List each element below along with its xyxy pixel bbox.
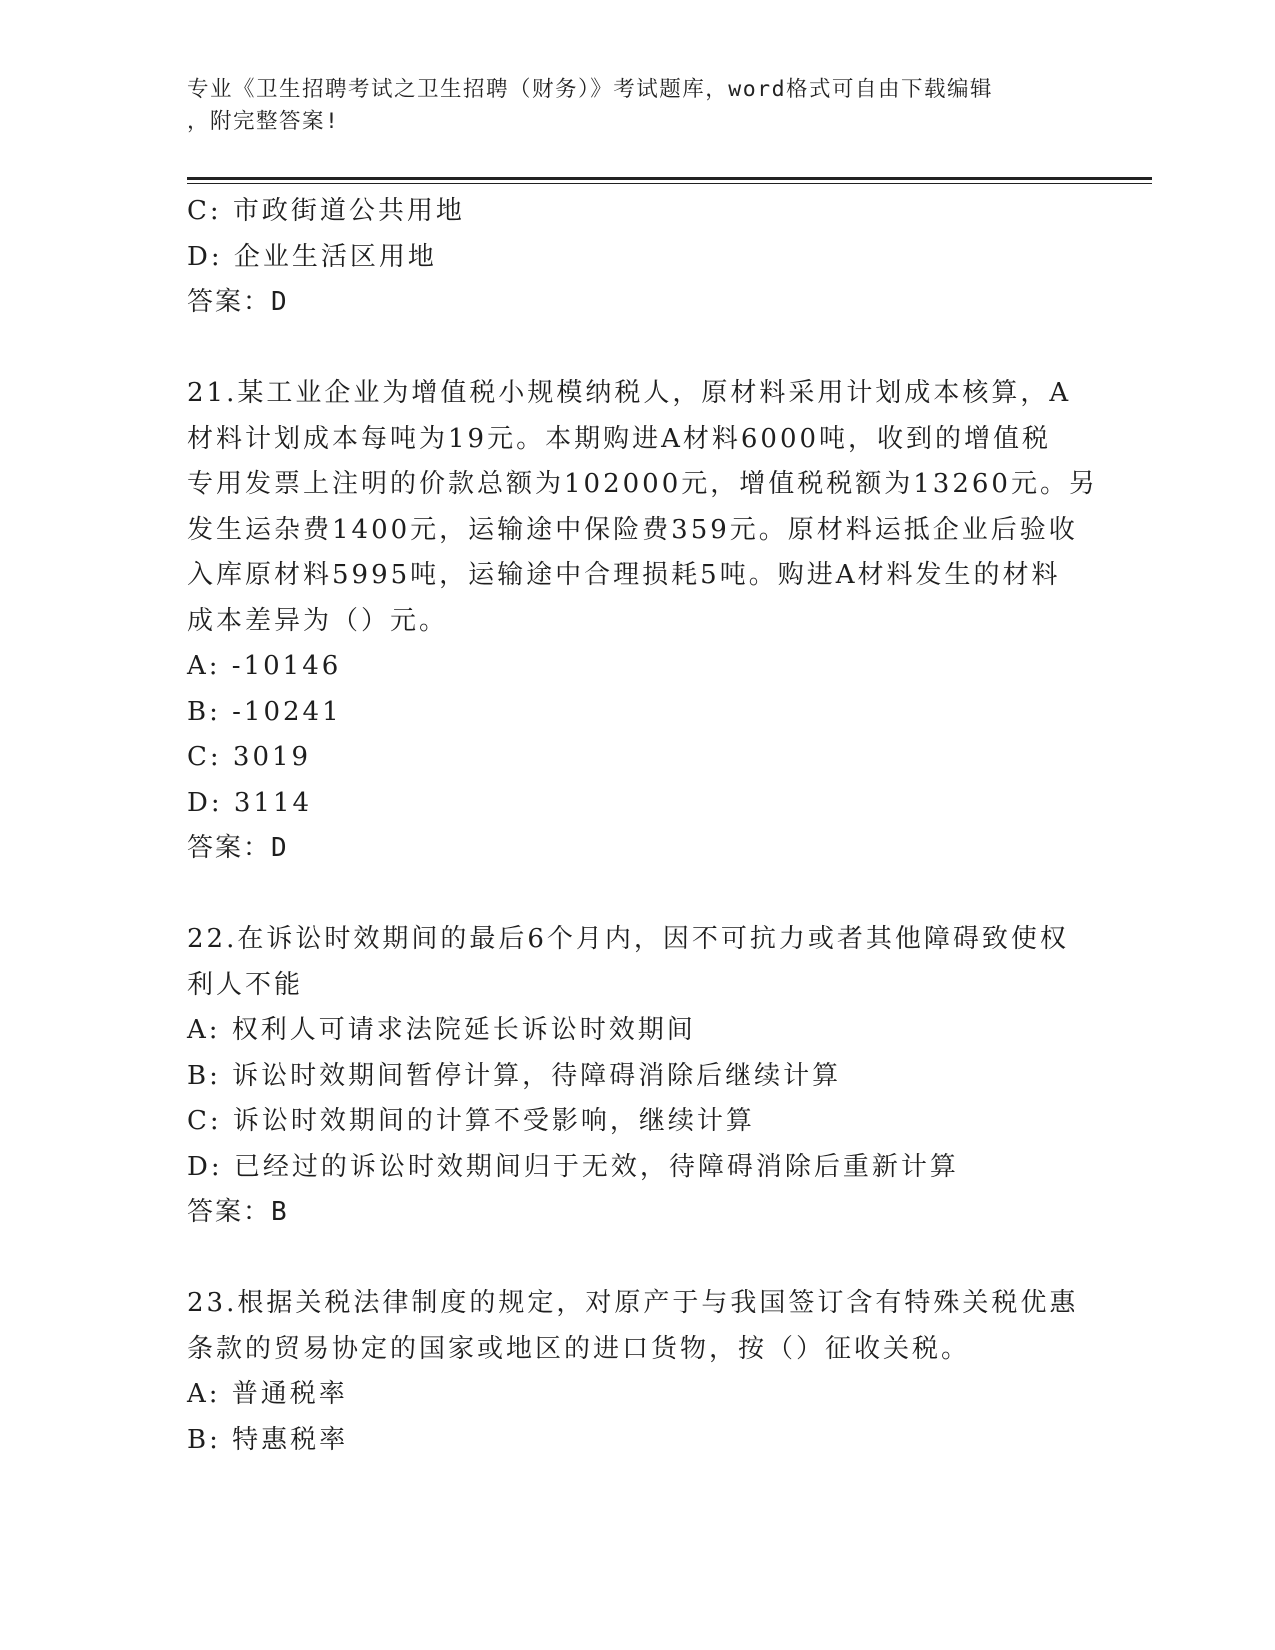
option-b: B: 特惠税率 — [187, 1424, 349, 1455]
option-b: B: -10241 — [187, 696, 342, 727]
option-c: C: 诉讼时效期间的计算不受影响，继续计算 — [187, 1106, 755, 1136]
question-text-line: 23.根据关税法律制度的规定，对原产于与我国签订含有特殊关税优惠 — [187, 1288, 1079, 1318]
option-b: B: 诉讼时效期间暂停计算，待障碍消除后继续计算 — [187, 1060, 842, 1091]
question-text-line: 发生运杂费1400元，运输途中保险费359元。原材料运抵企业后验收 — [187, 514, 1078, 545]
question-21 — [187, 371, 1098, 872]
answer-line — [187, 826, 1087, 872]
header-line-1: 专业《卫生招聘考试之卫生招聘（财务）》考试题库，word格式可自由下载编辑 — [187, 77, 994, 102]
question-text-line: 条款的贸易协定的国家或地区的进口货物，按（）征收关税。 — [187, 1333, 971, 1364]
option-d: D: 企业生活区用地 — [187, 241, 437, 272]
question-text-line: 入库原材料5995吨，运输途中合理损耗5吨。购进A材料发生的材料 — [187, 560, 1061, 590]
option-a: A: 普通税率 — [187, 1379, 348, 1409]
question-text-line: 材料计划成本每吨为19元。本期购进A材料6000吨，收到的增值税 — [187, 423, 1052, 454]
option-c: C: 市政街道公共用地 — [187, 196, 465, 226]
document-header — [187, 74, 1067, 138]
prev-question — [187, 189, 1087, 326]
header-line-2: ，附完整答案! — [187, 109, 340, 134]
spacer — [187, 872, 1087, 918]
answer-label: 答案： — [187, 1197, 272, 1227]
header-rule-thick — [187, 177, 1152, 180]
answer-label: 答案： — [187, 833, 272, 863]
question-text-line: 利人不能 — [187, 969, 304, 1000]
question-text-line: 22.在诉讼时效期间的最后6个月内，因不可抗力或者其他障碍致使权 — [187, 924, 1069, 954]
option-a: A: 权利人可请求法院延长诉讼时效期间 — [187, 1015, 696, 1045]
question-text-line: 成本差异为（）元。 — [187, 605, 449, 636]
question-22 — [187, 917, 1087, 1236]
document-body — [187, 189, 1098, 1463]
answer-value: D — [271, 287, 289, 317]
option-d: D: 已经过的诉讼时效期间归于无效，待障碍消除后重新计算 — [187, 1151, 959, 1182]
header-rule-thin — [187, 183, 1152, 184]
answer-line — [187, 280, 1087, 326]
spacer — [187, 1236, 1087, 1282]
question-text-line: 专用发票上注明的价款总额为102000元，增值税税额为13260元。另 — [187, 469, 1098, 499]
spacer — [187, 326, 1087, 372]
option-a: A: -10146 — [187, 651, 342, 681]
question-text-line: 21.某工业企业为增值税小规模纳税人，原材料采用计划成本核算，A — [187, 378, 1072, 408]
answer-value: D — [271, 833, 289, 863]
question-23 — [187, 1281, 1087, 1463]
answer-line — [187, 1190, 1087, 1236]
option-c: C: 3019 — [187, 742, 312, 772]
answer-label: 答案： — [187, 287, 272, 317]
answer-value: B — [271, 1197, 289, 1227]
option-d: D: 3114 — [187, 787, 313, 818]
